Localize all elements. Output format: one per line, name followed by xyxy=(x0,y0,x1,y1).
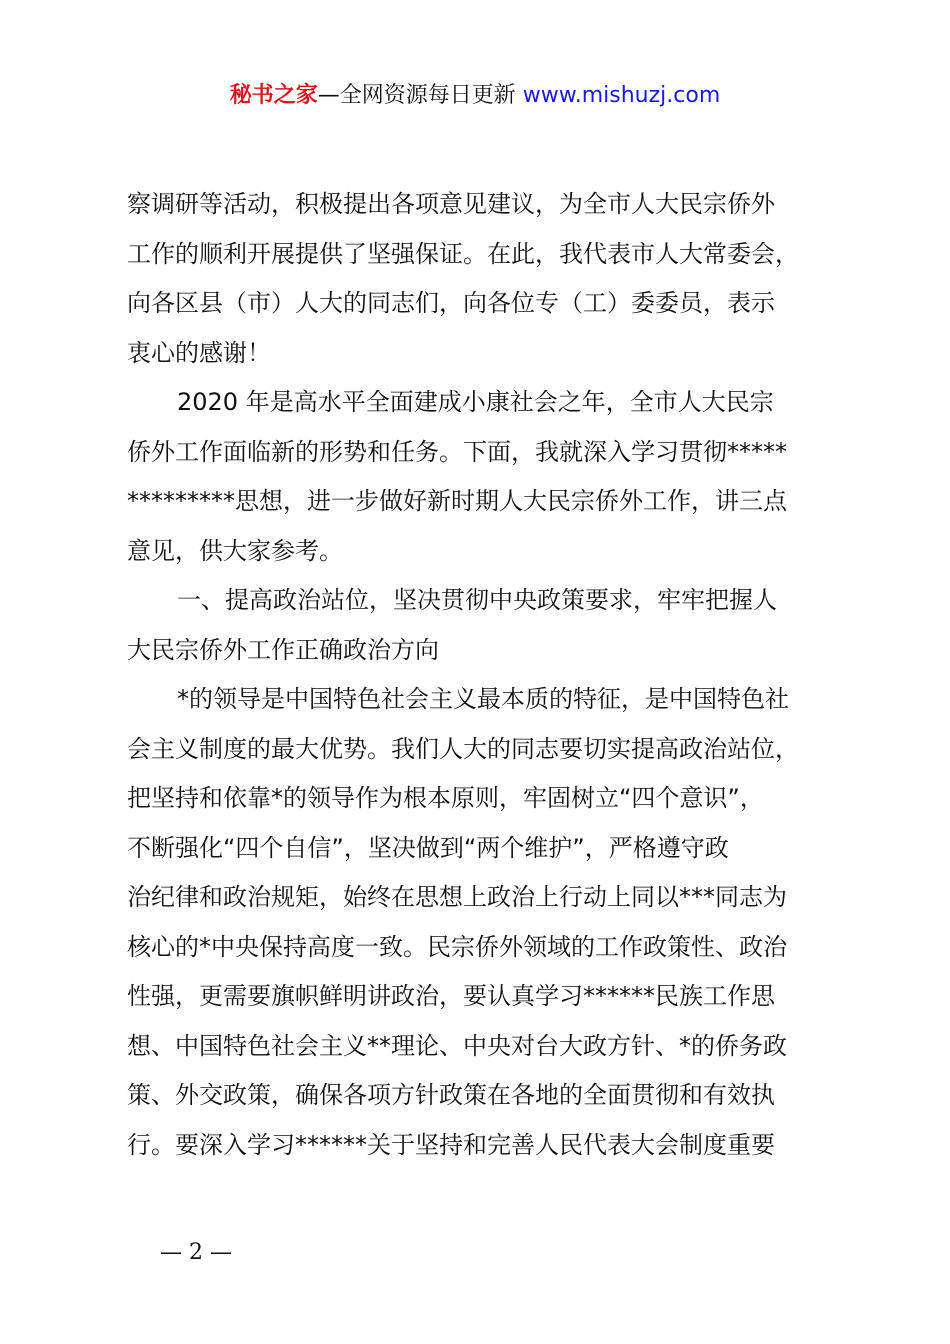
text-line: *********思想，进一步做好新时期人大民宗侨外工作，讲三点 xyxy=(127,487,787,515)
text-line: 工作的顺利开展提供了坚强保证。在此，我代表市人大常委会， xyxy=(127,239,799,268)
text-line: *的领导是中国特色社会主义最本质的特征，是中国特色社 xyxy=(177,685,789,713)
text-line: 衷心的感谢！ xyxy=(127,338,271,367)
text-line: 2020 年是高水平全面建成小康社会之年，全市人大民宗 xyxy=(177,388,774,416)
text-line: 侨外工作面临新的形势和任务。下面，我就深入学习贯彻***** xyxy=(127,437,787,466)
header-tagline: 全网资源每日更新 xyxy=(339,83,516,108)
text-line: 行。要深入学习******关于坚持和完善人民代表大会制度重要 xyxy=(127,1130,775,1159)
page-number: — 2 — xyxy=(160,1240,232,1265)
text-line: 治纪律和政治规矩，始终在思想上政治上行动上同以***同志为 xyxy=(127,883,787,911)
text-line: 向各区县（市）人大的同志们，向各位专（工）委委员，表示 xyxy=(127,289,775,317)
site-url-link[interactable]: www.mishuzj.com xyxy=(522,83,721,108)
site-brand: 秘书之家 xyxy=(229,83,318,108)
section-heading-line: 一、提高政治站位，坚决贯彻中央政策要求，牢牢把握人 xyxy=(177,586,777,614)
text-line: 不断强化“四个自信”，坚决做到“两个维护”，严格遵守政 xyxy=(127,833,729,862)
text-line: 察调研等活动，积极提出各项意见建议，为全市人大民宗侨外 xyxy=(127,190,775,218)
text-line: 核心的*中央保持高度一致。民宗侨外领域的工作政策性、政治 xyxy=(127,932,787,961)
text-line: 把坚持和依靠*的领导作为根本原则，牢固树立“四个意识”， xyxy=(127,784,764,812)
document-body xyxy=(127,180,833,1170)
text-line: 会主义制度的最大优势。我们人大的同志要切实提高政治站位， xyxy=(127,734,799,763)
section-heading-line: 大民宗侨外工作正确政治方向 xyxy=(127,635,439,664)
site-header xyxy=(0,80,950,112)
text-line: 想、中国特色社会主义**理论、中央对台大政方针、*的侨务政 xyxy=(127,1031,787,1060)
text-line: 策、外交政策，确保各项方针政策在各地的全面贯彻和有效执 xyxy=(127,1081,775,1109)
text-line: 意见，供大家参考。 xyxy=(127,536,343,565)
header-separator: — xyxy=(317,83,340,108)
text-line: 性强，更需要旗帜鲜明讲政治，要认真学习******民族工作思 xyxy=(127,982,775,1010)
